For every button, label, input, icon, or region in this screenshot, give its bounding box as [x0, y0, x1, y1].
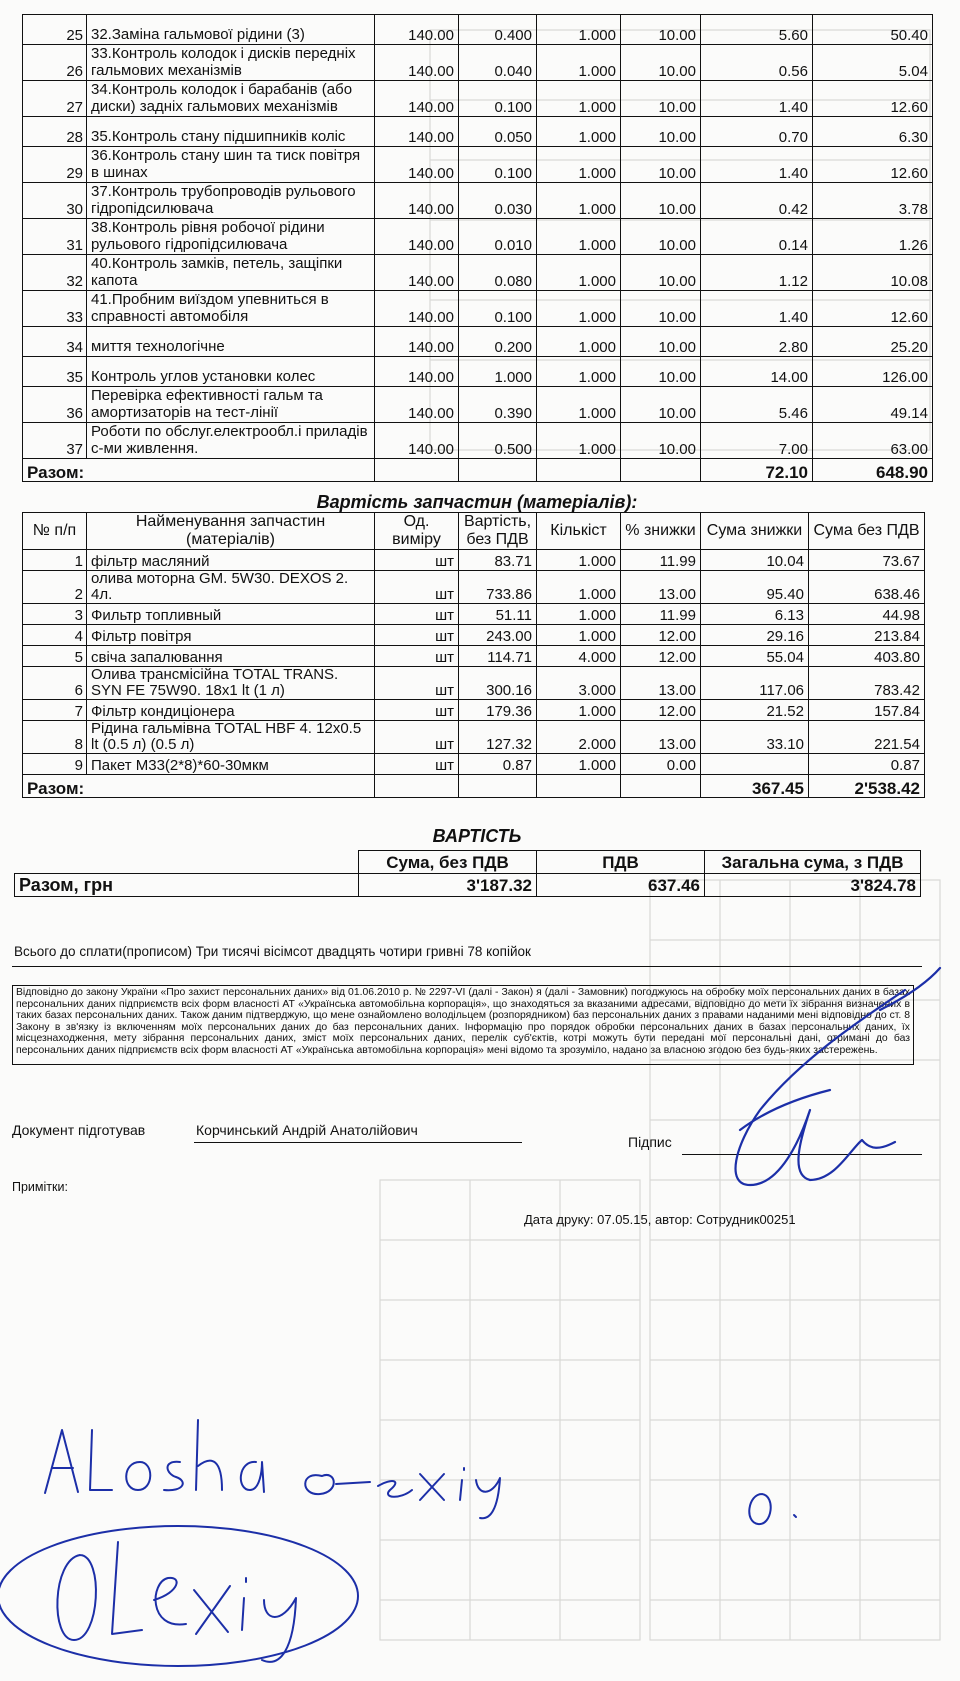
work-price: 140.00: [375, 117, 459, 147]
parts-row: [23, 571, 925, 604]
part-qty: 1.000: [537, 604, 621, 625]
work-sum: 12.60: [813, 291, 933, 327]
part-unit: шт: [375, 721, 459, 754]
part-discount-sum: 33.10: [701, 721, 809, 754]
row-number: 32: [23, 255, 87, 291]
work-qty: 1.000: [537, 219, 621, 255]
part-discount-pct: 13.00: [621, 571, 701, 604]
row-number: 25: [23, 15, 87, 45]
row-number: 34: [23, 327, 87, 357]
parts-header-row: [23, 513, 925, 550]
header-no: № п/п: [23, 513, 87, 550]
part-discount-pct: 12.00: [621, 646, 701, 667]
cost-summary-table: [14, 850, 921, 897]
work-qty: 1.000: [537, 147, 621, 183]
part-name: Пакет М33(2*8)*60-30мкм: [87, 754, 375, 775]
prepared-label: Документ підготував: [12, 1122, 146, 1138]
works-row: [23, 81, 933, 117]
work-hours: 0.200: [459, 327, 537, 357]
work-name: 33.Контроль колодок і дисків передніх гальмових механізмів: [87, 45, 375, 81]
part-sum: 221.54: [809, 721, 925, 754]
work-qty: 1.000: [537, 357, 621, 387]
work-sum: 6.30: [813, 117, 933, 147]
part-discount-sum: 117.06: [701, 667, 809, 700]
works-row: [23, 45, 933, 81]
part-unit: шт: [375, 754, 459, 775]
part-name: свіча запалювання: [87, 646, 375, 667]
part-discount-pct: 11.99: [621, 550, 701, 571]
work-name: миття технологічне: [87, 327, 375, 357]
part-price: 300.16: [459, 667, 537, 700]
part-unit: шт: [375, 604, 459, 625]
works-row: [23, 387, 933, 423]
work-total-hours: 5.60: [701, 15, 813, 45]
work-price: 140.00: [375, 81, 459, 117]
work-discount: 10.00: [621, 81, 701, 117]
work-total-hours: 1.12: [701, 255, 813, 291]
work-qty: 1.000: [537, 255, 621, 291]
row-number: 36: [23, 387, 87, 423]
work-hours: 1.000: [459, 357, 537, 387]
work-price: 140.00: [375, 147, 459, 183]
cost-header-row: [15, 851, 921, 874]
part-qty: 2.000: [537, 721, 621, 754]
work-qty: 1.000: [537, 81, 621, 117]
header-unit: Од. виміру: [375, 513, 459, 550]
works-total-sum: 648.90: [813, 459, 933, 482]
handwriting-o: [749, 1494, 796, 1524]
work-qty: 1.000: [537, 291, 621, 327]
work-discount: 10.00: [621, 255, 701, 291]
work-discount: 10.00: [621, 147, 701, 183]
work-name: 32.Заміна гальмової рідини (3): [87, 15, 375, 45]
works-row: [23, 147, 933, 183]
work-name: 40.Контроль замків, петель, защіпки капота: [87, 255, 375, 291]
parts-total-disc: 367.45: [701, 775, 809, 798]
work-sum: 12.60: [813, 147, 933, 183]
handwriting-olexiy-circled: [0, 1526, 358, 1666]
parts-title: Вартість запчастин (матеріалів):: [316, 492, 638, 512]
work-hours: 0.030: [459, 183, 537, 219]
parts-table-body: [23, 550, 925, 775]
parts-table: [22, 512, 925, 798]
part-qty: 1.000: [537, 754, 621, 775]
row-number: 5: [23, 646, 87, 667]
part-discount-pct: 12.00: [621, 700, 701, 721]
work-sum: 5.04: [813, 45, 933, 81]
works-row: [23, 183, 933, 219]
work-price: 140.00: [375, 255, 459, 291]
part-qty: 1.000: [537, 700, 621, 721]
works-row: [23, 327, 933, 357]
part-unit: шт: [375, 550, 459, 571]
part-discount-pct: 11.99: [621, 604, 701, 625]
row-number: 9: [23, 754, 87, 775]
work-sum: 63.00: [813, 423, 933, 459]
header-disc-sum: Сума знижки: [701, 513, 809, 550]
part-price: 243.00: [459, 625, 537, 646]
work-sum: 25.20: [813, 327, 933, 357]
row-number: 4: [23, 625, 87, 646]
part-discount-sum: 10.04: [701, 550, 809, 571]
part-unit: шт: [375, 700, 459, 721]
divider: [12, 966, 922, 967]
signature-label: Підпис: [628, 1134, 672, 1150]
part-sum: 783.42: [809, 667, 925, 700]
part-name: олива моторна GM. 5W30. DEXOS 2. 4л.: [87, 571, 375, 604]
row-number: 8: [23, 721, 87, 754]
work-price: 140.00: [375, 291, 459, 327]
part-price: 733.86: [459, 571, 537, 604]
works-row: [23, 219, 933, 255]
work-name: 36.Контроль стану шин та тиск повітря в шинах: [87, 147, 375, 183]
work-hours: 0.100: [459, 81, 537, 117]
work-discount: 10.00: [621, 357, 701, 387]
part-price: 179.36: [459, 700, 537, 721]
works-row: [23, 357, 933, 387]
part-qty: 4.000: [537, 646, 621, 667]
work-hours: 0.100: [459, 291, 537, 327]
work-discount: 10.00: [621, 387, 701, 423]
work-sum: 3.78: [813, 183, 933, 219]
part-discount-pct: 13.00: [621, 667, 701, 700]
work-qty: 1.000: [537, 45, 621, 81]
part-unit: шт: [375, 667, 459, 700]
cost-gross-header: Загальна сума, з ПДВ: [705, 851, 921, 874]
cost-vat-header: ПДВ: [537, 851, 705, 874]
work-total-hours: 5.46: [701, 387, 813, 423]
work-discount: 10.00: [621, 327, 701, 357]
row-number: 28: [23, 117, 87, 147]
work-total-hours: 1.40: [701, 81, 813, 117]
cost-net-value: 3'187.32: [359, 874, 537, 897]
notes-label: Примітки:: [12, 1180, 68, 1194]
work-total-hours: 0.14: [701, 219, 813, 255]
handwriting-alosha: [45, 1420, 264, 1493]
row-number: 33: [23, 291, 87, 327]
work-qty: 1.000: [537, 183, 621, 219]
work-discount: 10.00: [621, 15, 701, 45]
part-name: Фильтр топливный: [87, 604, 375, 625]
part-sum: 157.84: [809, 700, 925, 721]
part-discount-sum: 95.40: [701, 571, 809, 604]
row-number: 2: [23, 571, 87, 604]
part-qty: 1.000: [537, 550, 621, 571]
work-qty: 1.000: [537, 327, 621, 357]
work-sum: 50.40: [813, 15, 933, 45]
work-hours: 0.010: [459, 219, 537, 255]
personal-data-consent: Відповідно до закону України «Про захист персональних даних» від 01.06.2010 р. № 2297-VI (далі - Закон) я (далі - Замовник) погоджуюсь на обробку моїх персональних даних в базах персональних даних підприємств всіх форм власності АТ «Українська автомобільна корпорація», що знаходяться за вказаними адресами, відповідно до мети їх зібрання визначених в таких базах персональних даних. Також даним підтверджую, що мене ознайомлено володільцем (розпорядником) баз персональних даних з правами наданими мені відповідно до ст. 8 Закону в зв'язку із включенням моїх персональних даних до баз персональних даних. Інформацію про порядок обробки персональних даних в базах персональних даних, їх місцезнаходження, мету зібрання персональних даних, зміст моїх персональних даних, перелік суб'єктів, котрі можуть бути передані мої персональні дані, отримані до баз персональних даних підприємств всіх форм власності АТ «Українська автомобільна корпорація» мені відомо та зрозуміло, надано за власною згодою без будь-яких застережень.: [12, 985, 914, 1065]
part-sum: 403.80: [809, 646, 925, 667]
part-discount-sum: 29.16: [701, 625, 809, 646]
cost-gross-value: 3'824.78: [705, 874, 921, 897]
cost-net-header: Сума, без ПДВ: [359, 851, 537, 874]
work-price: 140.00: [375, 327, 459, 357]
works-total-row: [23, 459, 933, 482]
work-name: 41.Пробним виїздом упевниться в справності автомобіля: [87, 291, 375, 327]
work-total-hours: 14.00: [701, 357, 813, 387]
work-name: Роботи по обслуг.електрообл.і приладів с-ми живлення.: [87, 423, 375, 459]
work-discount: 10.00: [621, 219, 701, 255]
parts-row: [23, 754, 925, 775]
part-sum: 213.84: [809, 625, 925, 646]
row-number: 30: [23, 183, 87, 219]
part-discount-pct: 13.00: [621, 721, 701, 754]
header-sum: Сума без ПДВ: [809, 513, 925, 550]
part-price: 127.32: [459, 721, 537, 754]
works-total-hours: 72.10: [701, 459, 813, 482]
part-price: 51.11: [459, 604, 537, 625]
work-qty: 1.000: [537, 15, 621, 45]
work-total-hours: 0.42: [701, 183, 813, 219]
row-number: 7: [23, 700, 87, 721]
part-sum: 638.46: [809, 571, 925, 604]
parts-row: [23, 625, 925, 646]
work-qty: 1.000: [537, 117, 621, 147]
part-qty: 1.000: [537, 571, 621, 604]
work-discount: 10.00: [621, 117, 701, 147]
works-row: [23, 291, 933, 327]
work-sum: 1.26: [813, 219, 933, 255]
row-number: 26: [23, 45, 87, 81]
work-sum: 49.14: [813, 387, 933, 423]
part-discount-pct: 0.00: [621, 754, 701, 775]
part-unit: шт: [375, 625, 459, 646]
header-name: Найменування запчастин (матеріалів): [87, 513, 375, 550]
work-price: 140.00: [375, 15, 459, 45]
work-price: 140.00: [375, 219, 459, 255]
parts-row: [23, 646, 925, 667]
part-price: 0.87: [459, 754, 537, 775]
parts-total-row: [23, 775, 925, 798]
work-discount: 10.00: [621, 183, 701, 219]
part-name: Рідина гальмівна TOTAL HBF 4. 12x0.5 lt (0.5 л) (0.5 л): [87, 721, 375, 754]
work-hours: 0.080: [459, 255, 537, 291]
part-price: 114.71: [459, 646, 537, 667]
part-discount-pct: 12.00: [621, 625, 701, 646]
works-row: [23, 15, 933, 45]
part-unit: шт: [375, 646, 459, 667]
part-sum: 73.67: [809, 550, 925, 571]
part-discount-sum: 21.52: [701, 700, 809, 721]
work-name: Перевірка ефективності гальм та амортизаторів на тест-лінії: [87, 387, 375, 423]
works-row: [23, 117, 933, 147]
print-date: Дата друку: 07.05.15, автор: Сотрудник00251: [524, 1212, 796, 1227]
part-name: Олива трансмісійна TOTAL TRANS. SYN FE 75W90. 18x1 lt (1 л): [87, 667, 375, 700]
work-price: 140.00: [375, 45, 459, 81]
part-sum: 44.98: [809, 604, 925, 625]
parts-row: [23, 550, 925, 571]
row-number: 29: [23, 147, 87, 183]
parts-total-sum: 2'538.42: [809, 775, 925, 798]
work-sum: 126.00: [813, 357, 933, 387]
work-name: 38.Контроль рівня робочої рідини рульового гідропідсилювача: [87, 219, 375, 255]
part-qty: 1.000: [537, 625, 621, 646]
work-price: 140.00: [375, 357, 459, 387]
header-price: Вартість, без ПДВ: [459, 513, 537, 550]
part-discount-sum: [701, 754, 809, 775]
work-hours: 0.050: [459, 117, 537, 147]
prepared-underline: [194, 1142, 522, 1143]
row-number: 27: [23, 81, 87, 117]
work-hours: 0.100: [459, 147, 537, 183]
work-hours: 0.040: [459, 45, 537, 81]
work-total-hours: 1.40: [701, 291, 813, 327]
parts-row: [23, 700, 925, 721]
work-hours: 0.390: [459, 387, 537, 423]
part-qty: 3.000: [537, 667, 621, 700]
work-name: 35.Контроль стану підшипників коліс: [87, 117, 375, 147]
work-total-hours: 0.70: [701, 117, 813, 147]
handwriting-olexiy-top: [305, 1468, 500, 1518]
work-sum: 10.08: [813, 255, 933, 291]
amount-in-words: Всього до сплати(прописом) Три тисячі вісімсот двадцять чотири гривні 78 копійок: [14, 944, 531, 959]
works-total-label: Разом:: [23, 459, 375, 482]
part-name: Фільтр повітря: [87, 625, 375, 646]
prepared-name: Корчинський Андрій Анатолійович: [196, 1122, 418, 1138]
work-discount: 10.00: [621, 291, 701, 327]
work-discount: 10.00: [621, 45, 701, 81]
header-disc-pct: % знижки: [621, 513, 701, 550]
parts-row: [23, 667, 925, 700]
row-number: 6: [23, 667, 87, 700]
header-qty: Кількіст: [537, 513, 621, 550]
works-row: [23, 423, 933, 459]
work-hours: 0.400: [459, 15, 537, 45]
work-total-hours: 1.40: [701, 147, 813, 183]
row-number: 31: [23, 219, 87, 255]
row-number: 37: [23, 423, 87, 459]
work-discount: 10.00: [621, 423, 701, 459]
work-hours: 0.500: [459, 423, 537, 459]
work-name: Контроль углов установки колес: [87, 357, 375, 387]
parts-row: [23, 604, 925, 625]
work-qty: 1.000: [537, 387, 621, 423]
cost-vat-value: 637.46: [537, 874, 705, 897]
cost-title: ВАРТІСТЬ: [432, 826, 522, 846]
part-discount-sum: 6.13: [701, 604, 809, 625]
work-total-hours: 0.56: [701, 45, 813, 81]
parts-row: [23, 721, 925, 754]
part-discount-sum: 55.04: [701, 646, 809, 667]
part-unit: шт: [375, 571, 459, 604]
work-price: 140.00: [375, 387, 459, 423]
work-name: 37.Контроль трубопроводів рульового гідропідсилювача: [87, 183, 375, 219]
part-name: фільтр масляний: [87, 550, 375, 571]
part-name: Фільтр кондиціонера: [87, 700, 375, 721]
cost-value-row: [15, 874, 921, 897]
work-name: 34.Контроль колодок і барабанів (або диски) задніх гальмових механізмів: [87, 81, 375, 117]
work-price: 140.00: [375, 183, 459, 219]
row-number: 35: [23, 357, 87, 387]
row-number: 1: [23, 550, 87, 571]
work-total-hours: 7.00: [701, 423, 813, 459]
work-total-hours: 2.80: [701, 327, 813, 357]
work-sum: 12.60: [813, 81, 933, 117]
works-table: [22, 14, 933, 482]
cost-row-label: Разом, грн: [15, 874, 359, 897]
parts-total-label: Разом:: [23, 775, 375, 798]
signature-line: [682, 1154, 922, 1155]
works-table-body: [23, 15, 933, 459]
work-qty: 1.000: [537, 423, 621, 459]
works-row: [23, 255, 933, 291]
part-price: 83.71: [459, 550, 537, 571]
part-sum: 0.87: [809, 754, 925, 775]
row-number: 3: [23, 604, 87, 625]
work-price: 140.00: [375, 423, 459, 459]
